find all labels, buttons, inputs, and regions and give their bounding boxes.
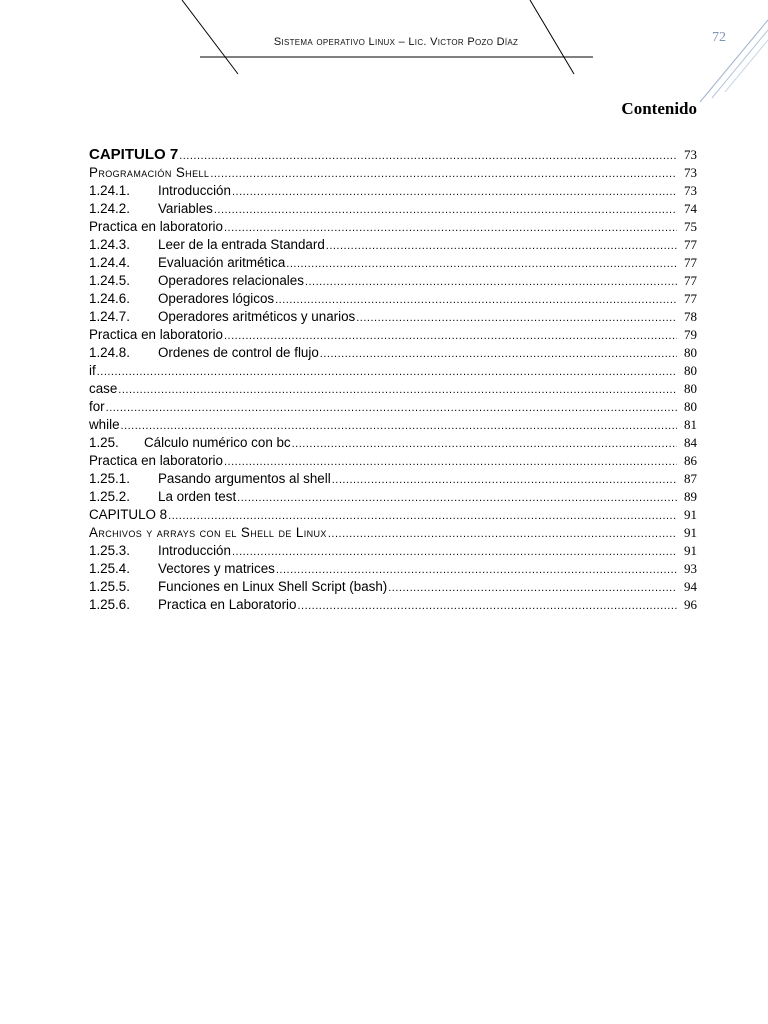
toc-entry-page: 77 xyxy=(684,273,697,288)
toc-entry-label: Introducción xyxy=(158,543,231,558)
toc-entry[interactable] xyxy=(89,164,697,182)
toc-entry-label: La orden test xyxy=(158,489,237,504)
toc-entry-label: Evaluación aritmética xyxy=(158,255,286,270)
toc-entry-label: Operadores lógicos xyxy=(158,291,275,306)
toc-entry-page: 78 xyxy=(684,309,697,324)
toc-entry-page: 73 xyxy=(684,147,697,162)
toc-dot-leader xyxy=(276,561,677,579)
toc-entry[interactable] xyxy=(89,434,697,452)
toc-dot-leader xyxy=(232,543,677,561)
running-header-title: Sistema operativo Linux – Lic. Victor Pozo Díaz xyxy=(273,36,519,48)
toc-entry-number: 1.25.6. xyxy=(89,597,130,612)
toc-entry[interactable] xyxy=(89,596,697,614)
toc-dot-leader xyxy=(388,579,677,597)
toc-dot-leader xyxy=(237,489,677,507)
toc-entry[interactable] xyxy=(89,236,697,254)
toc-entry-label: Programación Shell xyxy=(89,165,210,180)
toc-dot-leader xyxy=(224,219,677,237)
toc-heading: Contenido xyxy=(621,99,697,118)
toc-dot-leader xyxy=(326,237,677,255)
toc-entry[interactable] xyxy=(89,272,697,290)
toc-entry-page: 89 xyxy=(684,489,697,504)
toc-entry-page: 81 xyxy=(684,417,697,432)
toc-dot-leader xyxy=(275,291,677,309)
toc-dot-leader xyxy=(106,399,677,417)
toc-entry-page: 84 xyxy=(684,435,697,450)
toc-entry-page: 91 xyxy=(684,525,697,540)
toc-dot-leader xyxy=(214,201,677,219)
toc-entry-number: 1.25.5. xyxy=(89,579,130,594)
toc-dot-leader xyxy=(328,525,677,543)
page-number: 72 xyxy=(712,30,726,45)
toc-entry-number: 1.25. xyxy=(89,435,119,450)
toc-entry-label: Practica en laboratorio xyxy=(89,219,223,234)
toc-entry-label: while xyxy=(89,417,120,432)
toc-entry[interactable] xyxy=(89,326,697,344)
toc-entry-number: 1.24.1. xyxy=(89,183,130,198)
toc-entry[interactable] xyxy=(89,524,697,542)
toc-entry-number: 1.25.4. xyxy=(89,561,130,576)
toc-entry[interactable] xyxy=(89,488,697,506)
toc-dot-leader xyxy=(286,255,677,273)
toc-entry[interactable] xyxy=(89,362,697,380)
toc-entry[interactable] xyxy=(89,380,697,398)
toc-entry-page: 74 xyxy=(684,201,697,216)
toc-entry-page: 87 xyxy=(684,471,697,486)
toc-entry[interactable] xyxy=(89,146,697,164)
toc-entry-label: Cálculo numérico con bc xyxy=(144,435,291,450)
toc-dot-leader xyxy=(332,471,677,489)
toc-dot-leader xyxy=(168,507,677,525)
toc-entry-label: CAPITULO 8 xyxy=(89,507,168,522)
toc-entry[interactable] xyxy=(89,200,697,218)
toc-entry-label: Pasando argumentos al shell xyxy=(158,471,331,486)
toc-entry-label: Vectores y matrices xyxy=(158,561,275,576)
toc-dot-leader xyxy=(179,147,677,165)
toc-entry-page: 79 xyxy=(684,327,697,342)
toc-entry[interactable] xyxy=(89,290,697,308)
toc-entry-number: 1.24.8. xyxy=(89,345,130,360)
toc-entry[interactable] xyxy=(89,182,697,200)
toc-entry-number: 1.24.4. xyxy=(89,255,130,270)
toc-entry-number: 1.25.1. xyxy=(89,471,130,486)
toc-entry-label: CAPITULO 7 xyxy=(89,146,179,163)
toc-entry[interactable] xyxy=(89,506,697,524)
toc-dot-leader xyxy=(292,435,677,453)
toc-entry-label: Practica en Laboratorio xyxy=(158,597,297,612)
toc-entry-label: case xyxy=(89,381,118,396)
toc-dot-leader xyxy=(224,327,677,345)
toc-entry[interactable] xyxy=(89,398,697,416)
toc-entry-number: 1.24.7. xyxy=(89,309,130,324)
toc-entry-page: 80 xyxy=(684,381,697,396)
toc-entry-label: Introducción xyxy=(158,183,231,198)
toc-entry-label: if xyxy=(89,363,96,378)
toc-entry-page: 94 xyxy=(684,579,697,594)
toc-entry-label: Practica en laboratorio xyxy=(89,327,223,342)
toc-entry-page: 73 xyxy=(684,183,697,198)
toc-dot-leader xyxy=(224,453,677,471)
toc-entry-number: 1.24.2. xyxy=(89,201,130,216)
corner-accent-line xyxy=(725,40,768,92)
toc-entry-label: Funciones en Linux Shell Script (bash) xyxy=(158,579,388,594)
toc-entry-label: Operadores aritméticos y unarios xyxy=(158,309,356,324)
toc-entry-label: Variables xyxy=(158,201,213,216)
toc-entry-page: 93 xyxy=(684,561,697,576)
toc-entry[interactable] xyxy=(89,542,697,560)
toc-entry-number: 1.24.5. xyxy=(89,273,130,288)
toc-entry-page: 77 xyxy=(684,237,697,252)
toc-entry-page: 96 xyxy=(684,597,697,612)
toc-entry[interactable] xyxy=(89,452,697,470)
toc-entry-label: Operadores relacionales xyxy=(158,273,304,288)
toc-entry-page: 75 xyxy=(684,219,697,234)
toc-dot-leader xyxy=(305,273,677,291)
toc-dot-leader xyxy=(297,597,677,615)
toc-dot-leader xyxy=(320,345,677,363)
toc-entry[interactable] xyxy=(89,254,697,272)
toc-entry-page: 80 xyxy=(684,399,697,414)
toc-entry-label: for xyxy=(89,399,105,414)
toc-entry[interactable] xyxy=(89,344,697,362)
toc-entry[interactable] xyxy=(89,416,697,434)
toc-entry-page: 80 xyxy=(684,345,697,360)
toc-dot-leader xyxy=(356,309,677,327)
toc-dot-leader xyxy=(232,183,677,201)
toc-entry-number: 1.24.3. xyxy=(89,237,130,252)
toc-entry-page: 86 xyxy=(684,453,697,468)
toc-entry-number: 1.25.2. xyxy=(89,489,130,504)
toc-entry-page: 77 xyxy=(684,255,697,270)
toc-entry-label: Archivos y arrays con el Shell de Linux xyxy=(89,525,327,540)
toc-entry-page: 80 xyxy=(684,363,697,378)
toc-entry-page: 91 xyxy=(684,543,697,558)
toc-dot-leader xyxy=(118,381,677,399)
toc-entry-number: 1.24.6. xyxy=(89,291,130,306)
toc-entry[interactable] xyxy=(89,470,697,488)
toc-dot-leader xyxy=(210,165,677,183)
toc-entry-label: Leer de la entrada Standard xyxy=(158,237,325,252)
toc-entry-page: 91 xyxy=(684,507,697,522)
toc-dot-leader xyxy=(97,363,677,381)
table-of-contents xyxy=(89,146,697,614)
toc-entry-page: 77 xyxy=(684,291,697,306)
toc-entry-page: 73 xyxy=(684,165,697,180)
toc-dot-leader xyxy=(121,417,677,435)
toc-entry-label: Ordenes de control de flujo xyxy=(158,345,319,360)
toc-entry[interactable] xyxy=(89,308,697,326)
toc-entry-number: 1.25.3. xyxy=(89,543,130,558)
toc-entry-label: Practica en laboratorio xyxy=(89,453,223,468)
toc-entry[interactable] xyxy=(89,560,697,578)
toc-entry[interactable] xyxy=(89,578,697,596)
toc-entry[interactable] xyxy=(89,218,697,236)
